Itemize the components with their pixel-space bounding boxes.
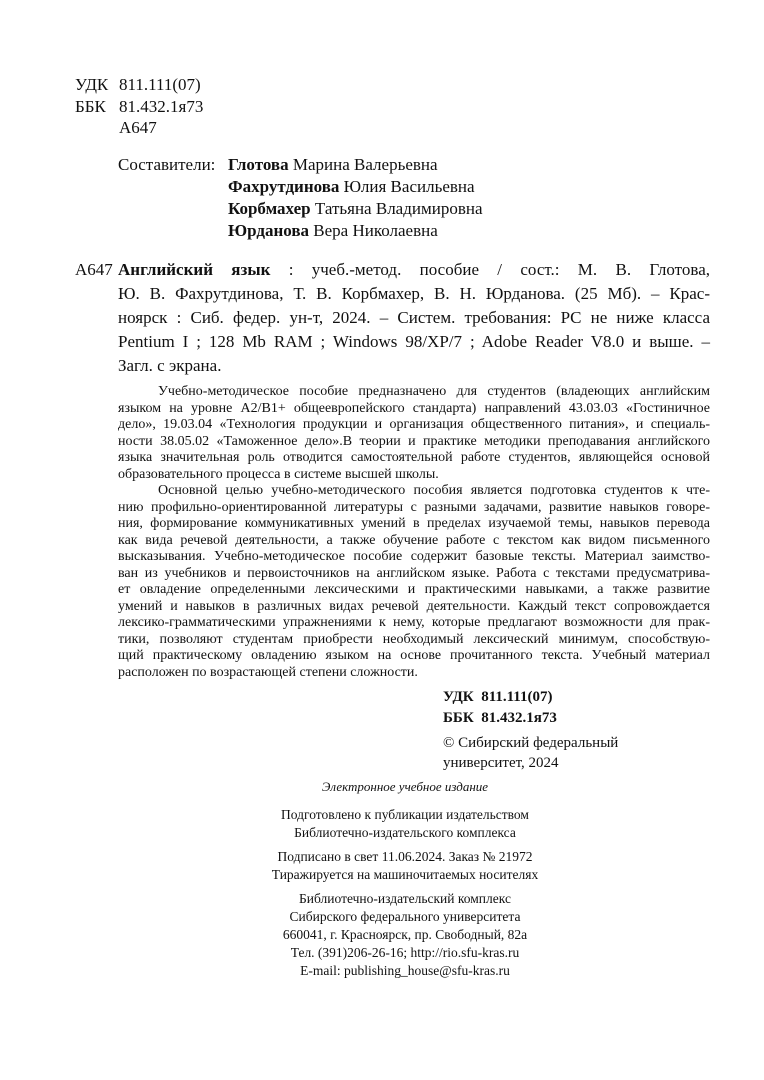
udk-label: УДК	[75, 75, 109, 94]
bbk-value: 81.432.1я73	[119, 96, 204, 116]
phone-website: Тел. (391)206-26-16; http://rio.sfu-kras.ru	[290, 945, 520, 960]
bibliographic-record: Английский язык : учеб.-метод. пособие / сост.: М. В. Глотова, Ю. В. Фахрутдинова, Т. В. Корбмахер, В. Н. Юрданова. (25 Мб). – Крас- ноярск : Сиб. федер. ун-т, 2024. – Систем. требования: PC не ниже класса Pentium I ; 128 Mb RAM ; Windows 98/XP/7 ; Adobe Reader V8.0 и выше. – Загл. с экрана.	[118, 258, 710, 378]
udk-value: 811.111(07)	[119, 75, 201, 94]
abstract-line: умений и навыков в различных видах речевой деятельности. Каждый текст сопровождается	[118, 598, 710, 614]
abstract-line: тики, позволяют студентам приобрести необходимый лексический минимум, способствую-	[118, 631, 710, 647]
email: E-mail: publishing_house@sfu-kras.ru	[300, 963, 510, 978]
abstract-line: языка значительная роль отводится самостоятельной работе студентов, являющейся основой	[118, 450, 710, 465]
abstract-line: щий практическому овладению языком на основе прочитанного текста. Учебный материал	[118, 648, 710, 663]
address: 660041, г. Красноярск, пр. Свободный, 82а	[282, 927, 528, 942]
bibliography-code: А647	[75, 260, 113, 279]
bib-line: Pentium I ; 128 Mb RAM ; Windows 98/XP/7 ; Adobe Reader V8.0 и выше. –	[118, 332, 710, 351]
publisher-info: Библиотечно-издательский комплекс Сибирского федерального университета 660041, г. Красноярск, пр. Свободный, 82а Тел. (391)206-26-16; http://rio.sfu-kras.ru E-mail: publishing_house@sfu-kras.ru	[230, 890, 580, 980]
compiler: Корбмахер Татьяна Владимировна	[228, 199, 483, 218]
abstract	[118, 384, 710, 681]
abstract-line: языком на уровне A2/B1+ общеевропейского стандарта) направлений 43.03.03 «Гостиничное	[118, 400, 710, 416]
bbk-label: ББК	[75, 96, 106, 116]
bib-line: Загл. с экрана.	[118, 356, 222, 375]
bib-line: Ю. В. Фахрутдинова, Т. В. Корбмахер, В. Н. Юрданова. (25 Мб). – Крас-	[118, 284, 710, 303]
copyright: © Сибирский федеральный университет, 2024	[443, 735, 619, 771]
abstract-line: ности 38.05.02 «Таможенное дело».В теории и практике методики преподавания английского	[118, 433, 710, 449]
compiler: Юрданова Вера Николаевна	[228, 221, 438, 240]
bbk-footer: ББК 81.432.1я73	[443, 710, 557, 726]
udk-footer: УДК 811.111(07)	[443, 689, 553, 705]
prepared-note: Подготовлено к публикации издательством Библиотечно-издательского комплекса	[281, 807, 529, 840]
compiler: Фахрутдинова Юлия Васильевна	[228, 177, 475, 196]
abstract-line: дело», 19.03.04 «Технология продукции и организация общественного питания», и специаль-	[118, 417, 710, 432]
abstract-line: Учебно-методическое пособие предназначено для студентов (владеющих английским	[158, 384, 710, 399]
abstract-line: ет овладение определенными лексическими и практическими навыками, а также развитие	[118, 582, 710, 597]
abstract-line: лексико-грамматическими упражнениями к нему, которые предлагают возможности для прак-	[118, 615, 710, 630]
footer-classification	[443, 687, 557, 729]
bib-line: ноярск : Сиб. федер. ун-т, 2024. – Систем. требования: PC не ниже класса	[118, 308, 710, 327]
compilers-label: Составители:	[118, 155, 216, 174]
abstract-line: расположен по возрастающей степени сложности.	[118, 664, 418, 680]
edition-type: Электронное учебное издание	[321, 779, 489, 794]
compiler: Глотова Марина Валерьевна	[228, 155, 438, 174]
publication-info: Подписано в свет 11.06.2024. Заказ № 21972 Тиражируется на машиночитаемых носителях	[271, 849, 539, 882]
abstract-line: Основной целью учебно-методического пособия является подготовка студентов к чте-	[158, 483, 710, 498]
abstract-line: образовательного процесса в системе высшей школы.	[118, 466, 439, 482]
book-title: Английский язык	[118, 260, 271, 279]
abstract-line: нию профильно-ориентированной литературы с разными задачами, развитие навыков говоре-	[118, 499, 710, 515]
classification-block	[75, 74, 203, 139]
abstract-line: ния, формирование коммуникативных умений в пределах изучаемой темы, навыков перевода	[118, 516, 710, 531]
abstract-line: как вида речевой деятельности, а также обучение работе с текстом как видом письменного	[118, 532, 710, 548]
compilers-block	[118, 154, 483, 242]
author-mark: А647	[119, 118, 157, 137]
abstract-line: высказывания. Учебно-методическое пособие содержит базовые тексты. Материал заимство-	[118, 549, 710, 564]
abstract-line: ван из учебников и первоисточников на английском языке. Работа с текстами предусматрива-	[118, 565, 710, 581]
